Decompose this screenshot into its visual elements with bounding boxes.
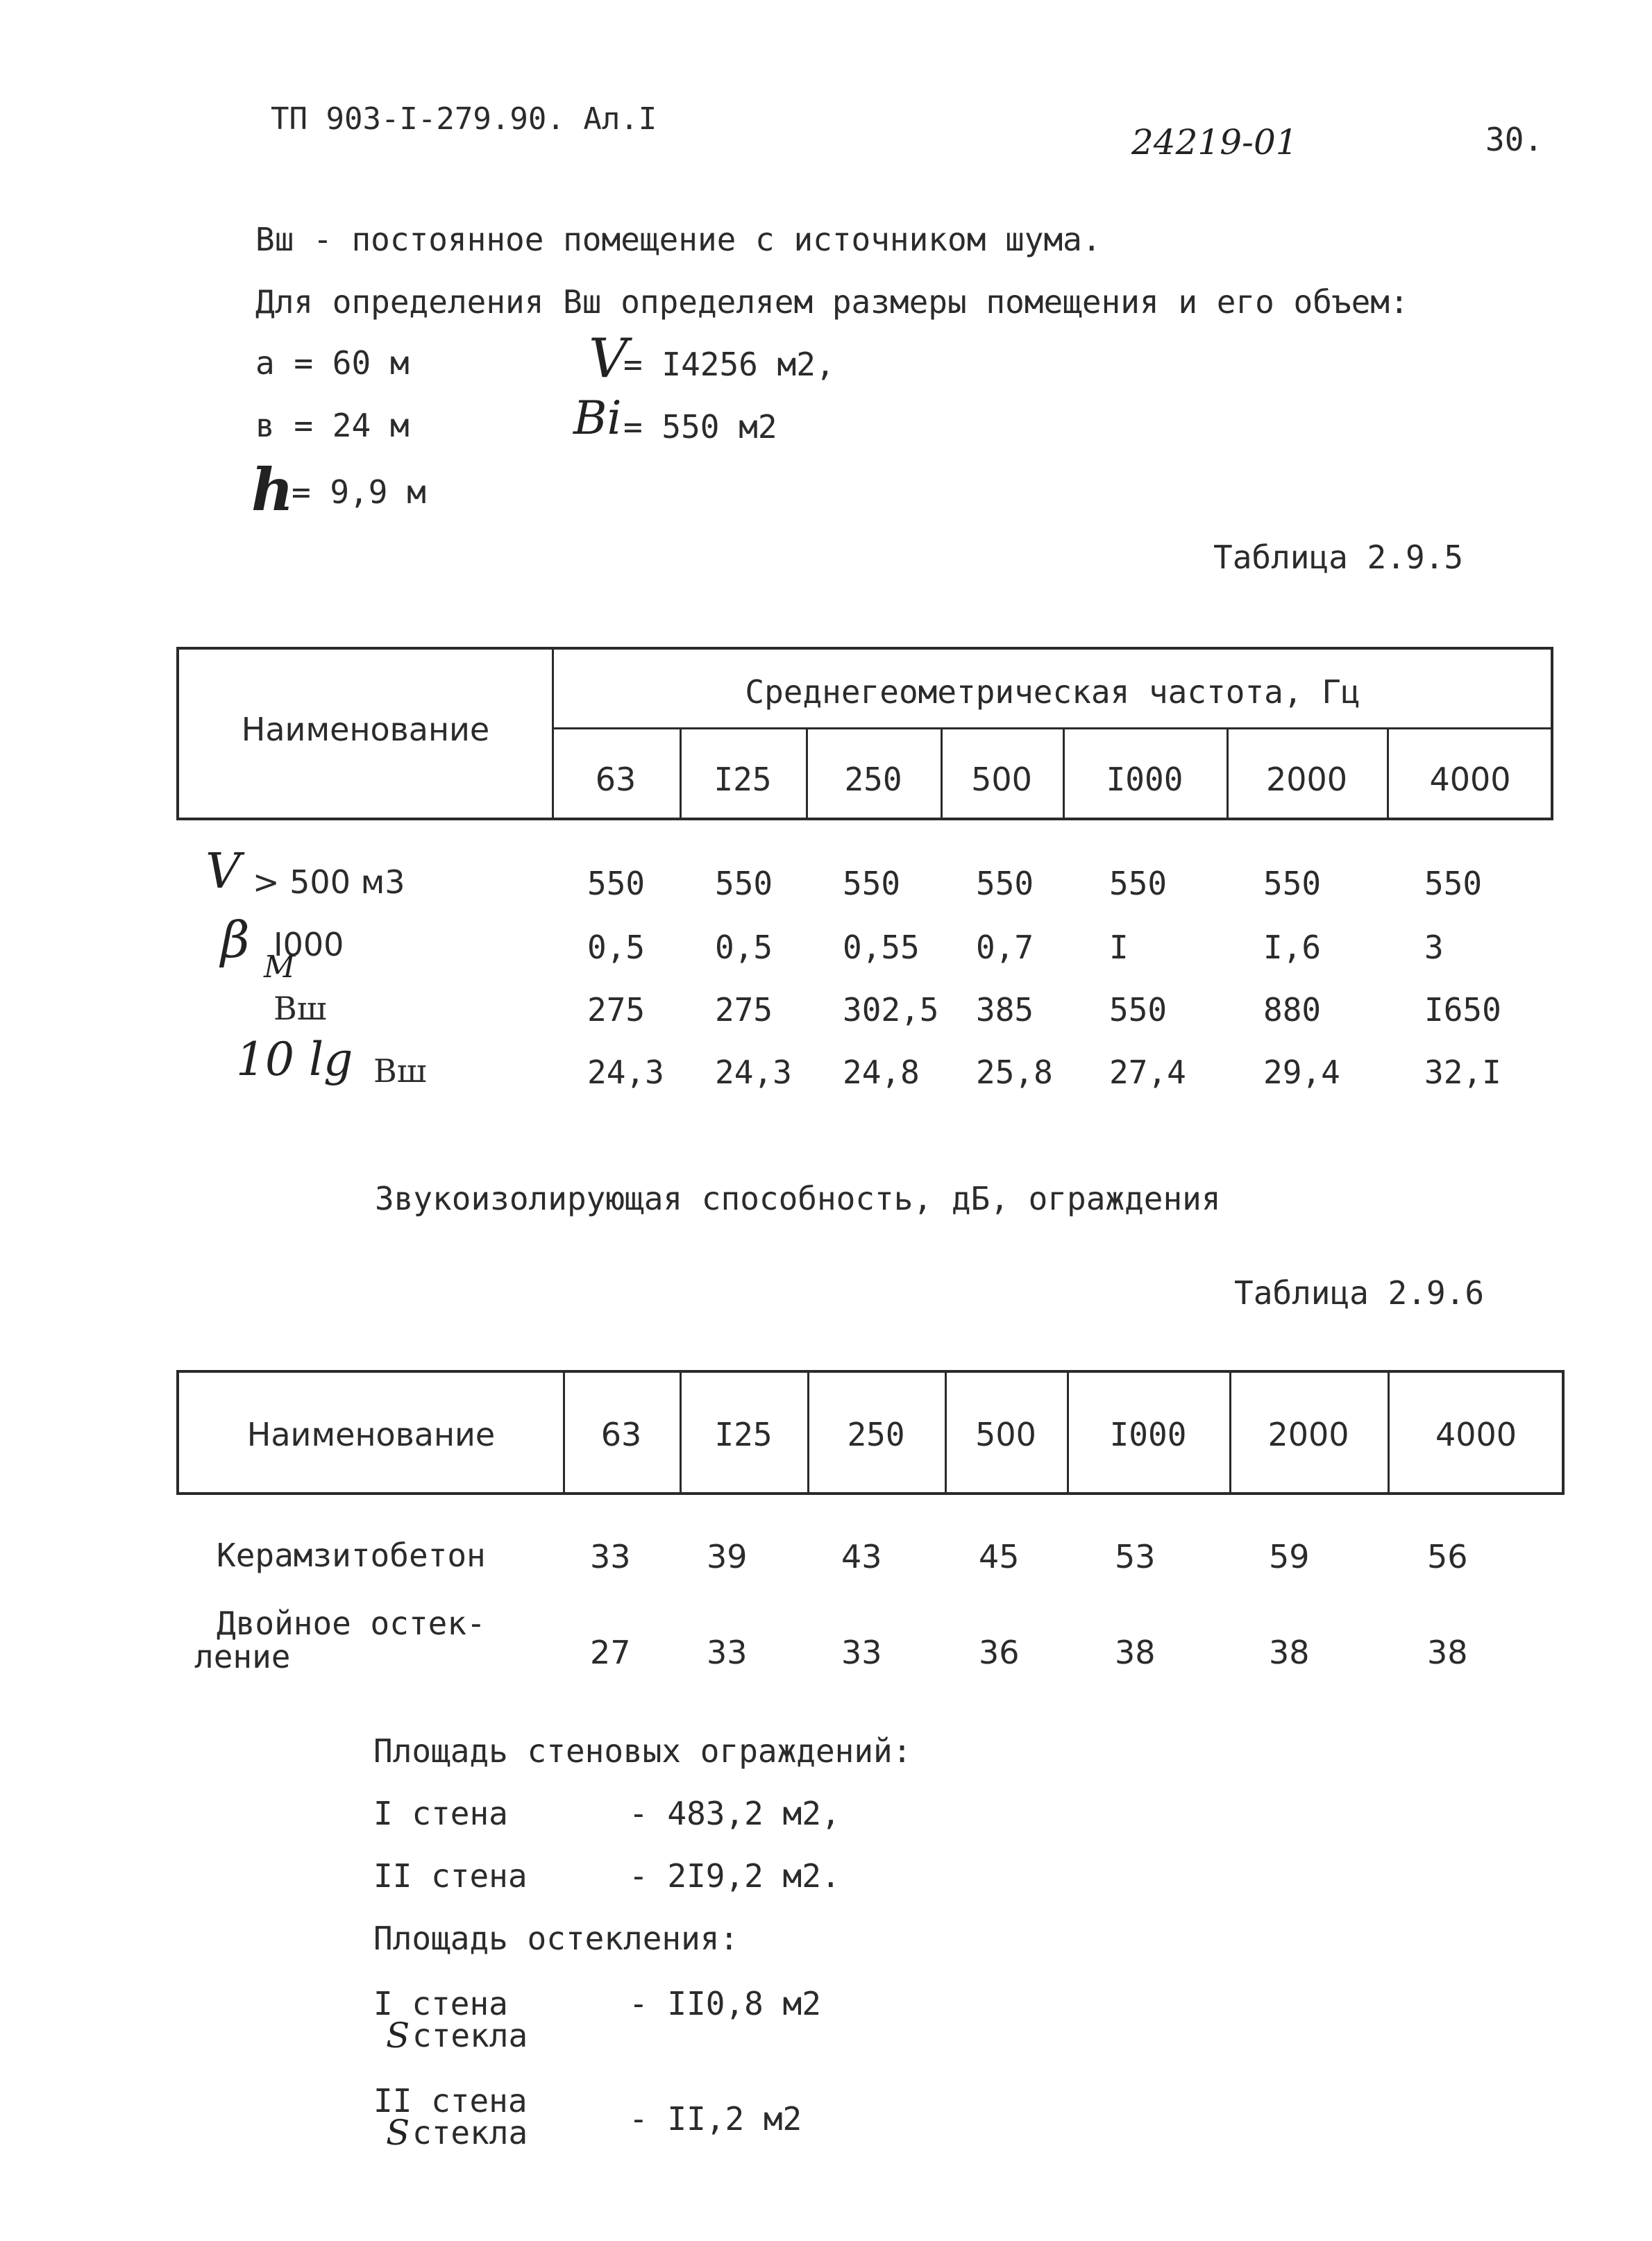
table1-cell: 880 [1263,991,1322,1029]
table2-col-2000: 2000 [1267,1416,1349,1453]
row1-symbol: V [205,843,241,899]
row4-symbol: 10 lg [236,1033,353,1086]
dim-a: а = 60 м [255,344,410,382]
table1-cell: 25,8 [976,1054,1053,1091]
table1-cell: 24,3 [587,1054,664,1091]
table1-cell: 550 [1263,865,1322,902]
table2-header [176,1370,1565,1495]
table1-col-2000: 2000 [1265,761,1348,798]
table2-cell: 33 [841,1634,882,1671]
table2-cell: 33 [707,1634,748,1671]
table2-cell: 38 [1269,1634,1310,1671]
table1-cell: 32,I [1424,1054,1501,1091]
table1-cell: 550 [976,865,1034,902]
intro-line-1: Вш - постоянное помещение с источником шума. [255,221,1102,258]
table2-cell: 36 [979,1634,1020,1671]
t2-row1-label: Керамзитобетон [217,1537,486,1574]
row3-label: Вш [273,990,327,1027]
wall2-label: II стена [373,1857,528,1895]
table1-caption: Таблица 2.9.5 [1213,539,1464,576]
table2-col-250: 250 [847,1416,905,1453]
table2-cell: 33 [590,1538,631,1575]
glass1-value: - II0,8 м2 [629,1985,821,2022]
table2-cell: 45 [979,1538,1020,1575]
table2-cell: 39 [707,1538,748,1575]
table1-cell: 0,5 [587,929,646,966]
inventory-number: 24219-01 [1131,122,1298,162]
glass2-value: - II,2 м2 [629,2100,802,2138]
glass2-label-bottom: стекла [412,2114,528,2151]
section-title: Звукоизолирующая способность, дБ, ограждения [375,1180,1221,1217]
table1-cell: 24,8 [843,1054,920,1091]
table1-cell: I,6 [1263,929,1322,966]
row1-label: > 500 м3 [253,863,405,901]
table1-cell: 3 [1424,929,1444,966]
table2-caption: Таблица 2.9.6 [1234,1274,1485,1312]
table1-cell: 550 [843,865,901,902]
table1-cell: 550 [1109,991,1168,1029]
table1-cell: 302,5 [843,991,939,1029]
table1-cell: 275 [587,991,646,1029]
table1-cell: 0,55 [843,929,920,966]
page-number: 30. [1485,121,1544,158]
dim-h: = 9,9 м [292,473,426,511]
document-code: ТП 903-I-279.90. Ал.I [271,101,657,137]
table1-cell: 27,4 [1109,1054,1186,1091]
wall1-value: - 483,2 м2, [629,1795,841,1832]
row2-subscript: М [264,949,296,985]
glass1-s-symbol: S [386,2015,410,2056]
table2-cell: 38 [1115,1634,1156,1671]
bi-value: = 550 м2 [623,408,777,446]
wall1-label: I стена [373,1795,508,1832]
table2-name-header: Наименование [246,1416,496,1453]
row4-label: Вш [373,1052,427,1090]
table2-cell: 59 [1269,1538,1310,1575]
dim-b: в = 24 м [255,407,410,444]
glass2-s-symbol: S [386,2113,410,2153]
table1-cell: 0,7 [976,929,1034,966]
table1-col-250: 250 [844,761,902,798]
v-symbol: V [589,328,628,390]
glass2-label-top: II стена [373,2082,528,2120]
glass1-label-bottom: стекла [412,2017,528,2054]
table1-cell: 550 [587,865,646,902]
table1-col-500: 500 [971,761,1032,798]
table1-cell: 550 [1424,865,1483,902]
table2-col-63: 63 [600,1416,642,1453]
wall2-value: - 2I9,2 м2. [629,1857,841,1895]
table2-col-1000: I000 [1109,1416,1187,1453]
table1-cell: 550 [715,865,773,902]
table1-cell: 29,4 [1263,1054,1340,1091]
glass1-label-top: I стена [373,1985,508,2022]
table1-cell: 24,3 [715,1054,792,1091]
walls-title: Площадь стеновых ограждений: [373,1732,912,1770]
table2-col-125: I25 [714,1416,773,1453]
table2-cell: 38 [1427,1634,1468,1671]
table2-cell: 27 [590,1634,631,1671]
table1-group-header: Среднегеометрическая частота, Гц [745,673,1360,711]
table1-cell: 275 [715,991,773,1029]
row2-symbol: β [221,911,250,969]
table2-col-4000: 4000 [1435,1416,1517,1453]
table1-col-125: I25 [714,761,772,798]
table1-header [176,647,1553,820]
table1-cell: 550 [1109,865,1168,902]
table2-cell: 43 [841,1538,882,1575]
bi-symbol: Bi [573,391,622,445]
table2-col-500: 500 [975,1416,1036,1453]
table1-cell: I650 [1424,991,1501,1029]
t2-row2-label-line2: ление [194,1638,291,1675]
volume-value: = I4256 м2, [623,346,835,383]
row2-label: I000 [273,926,344,963]
h-symbol: h [251,455,294,524]
intro-line-2: Для определения Вш определяем размеры помещения и его объем: [255,283,1409,321]
t2-row2-label-line1: Двойное остек- [217,1605,486,1642]
table1-cell: I [1109,929,1129,966]
glazing-title: Площадь остекления: [373,1920,739,1957]
table2-cell: 56 [1427,1538,1468,1575]
table1-name-header: Наименование [241,711,490,748]
table1-cell: 0,5 [715,929,773,966]
table1-col-1000: I000 [1106,761,1183,798]
table1-col-63: 63 [595,761,637,798]
table1-cell: 385 [976,991,1034,1029]
table2-cell: 53 [1115,1538,1156,1575]
table1-col-4000: 4000 [1429,761,1511,798]
